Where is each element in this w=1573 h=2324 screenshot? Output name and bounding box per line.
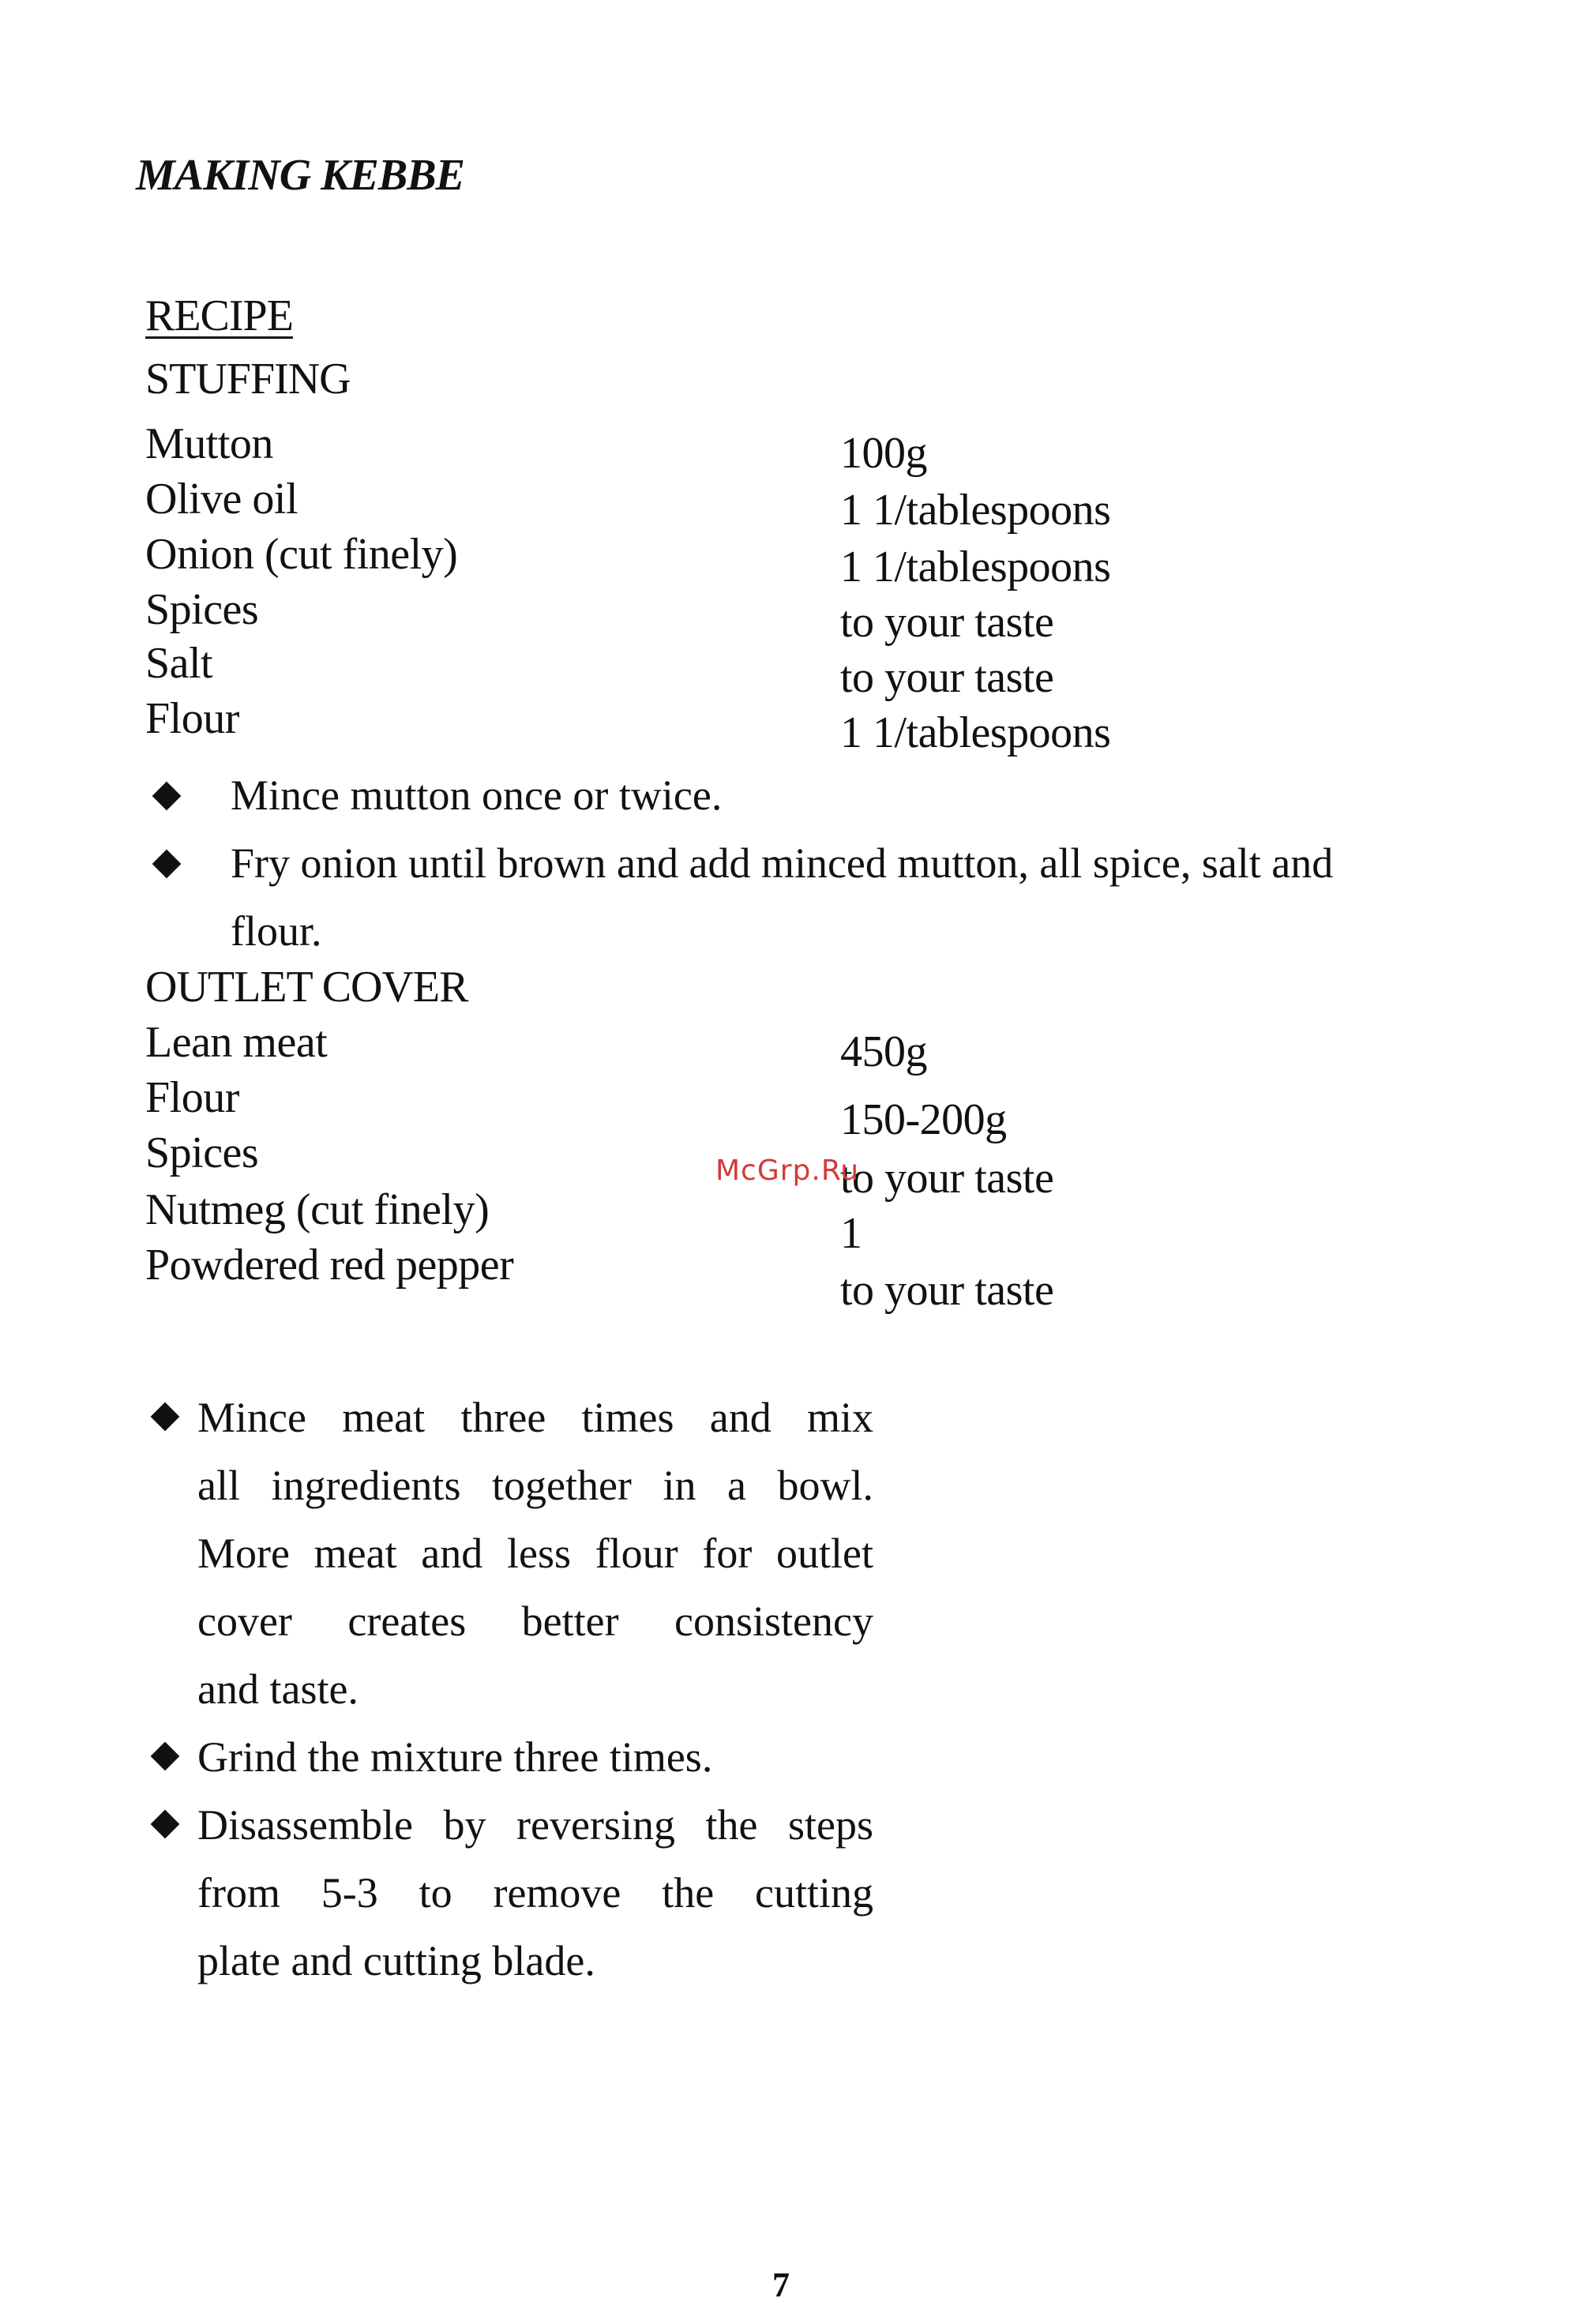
ingredient-name: Nutmeg (cut finely) [145,1185,490,1234]
ingredient-name: Salt [145,639,213,688]
step-text: Mince mutton once or twice. [231,772,723,819]
step-text-continued: and taste. [197,1665,359,1713]
ingredient-quantity: 100g [840,429,927,478]
ingredient-name: Spices [145,585,259,634]
bullet-diamond-icon [151,1742,180,1771]
step-text-continued: all ingredients together in a bowl. [197,1462,873,1509]
ingredient-name: Flour [145,694,239,743]
watermark: McGrp.Ru [715,1154,860,1187]
ingredient-quantity: 1 1/tablespoons [840,486,1111,535]
step-text-continued: More meat and less flour for outlet [197,1530,873,1577]
ingredient-quantity: 150-200g [840,1095,1007,1144]
ingredient-name: Spices [145,1128,259,1177]
bullet-diamond-icon [152,782,182,811]
step-text: Grind the mixture three times. [197,1733,713,1781]
step-text: Fry onion until brown and add minced mutton, all spice, salt and [231,839,1334,887]
ingredient-name: Lean meat [145,1018,328,1067]
ingredient-quantity: 1 1/tablespoons [840,708,1111,757]
step-text: Disassemble by reversing the steps [197,1801,873,1849]
outlet-cover-heading: OUTLET COVER [145,963,468,1012]
step-text-continued: cover creates better consistency [197,1598,873,1645]
ingredient-quantity: to your taste [840,653,1054,702]
ingredient-quantity: to your taste [840,1266,1054,1315]
bullet-diamond-icon [151,1810,180,1839]
page-title: MAKING KEBBE [136,151,464,200]
ingredient-quantity: 450g [840,1027,927,1076]
step-text-continued: from 5-3 to remove the cutting [197,1869,873,1917]
recipe-heading: RECIPE [145,291,293,340]
ingredient-name: Olive oil [145,475,298,524]
step-text-continued: plate and cutting blade. [197,1937,595,1984]
page-number: 7 [772,2266,790,2304]
ingredient-name: Onion (cut finely) [145,530,458,579]
bullet-diamond-icon [151,1402,180,1432]
step-text-continued: flour. [231,907,322,955]
ingredient-name: Flour [145,1073,239,1122]
ingredient-quantity: 1 1/tablespoons [840,543,1111,591]
ingredient-quantity: to your taste [840,1154,1054,1203]
ingredient-quantity: 1 [840,1209,862,1258]
ingredient-name: Powdered red pepper [145,1241,514,1290]
ingredient-name: Mutton [145,419,273,468]
bullet-diamond-icon [152,850,182,879]
ingredient-quantity: to your taste [840,598,1054,647]
stuffing-heading: STUFFING [145,355,351,404]
step-text: Mince meat three times and mix [197,1394,873,1441]
